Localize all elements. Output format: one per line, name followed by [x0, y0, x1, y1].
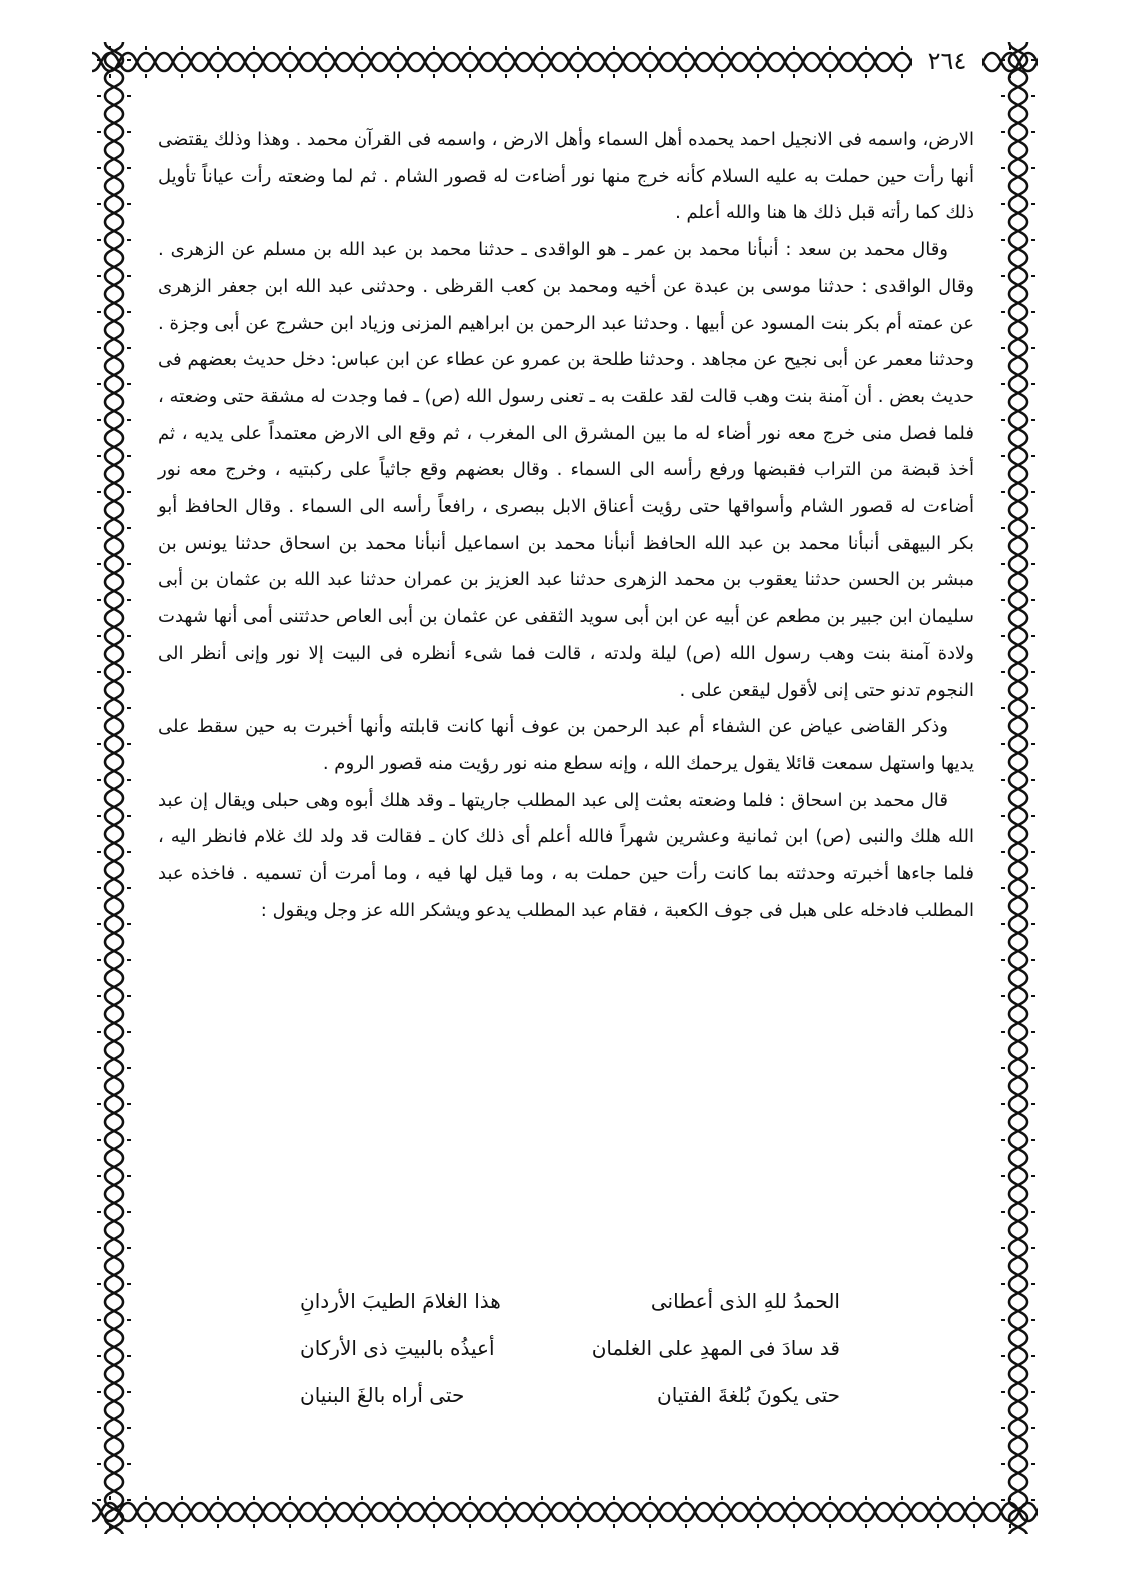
rope-ornament-icon [996, 42, 1040, 1534]
border-left-ornament [92, 42, 136, 1534]
poem-verse [300, 1325, 840, 1372]
verse-first-hemistich: قد سادَ فى المهدِ على الغلمان [591, 1336, 840, 1360]
poem [300, 1278, 840, 1419]
page-number: ٢٦٤ [912, 43, 982, 79]
border-right-ornament [996, 42, 1040, 1534]
rope-ornament-icon [92, 42, 1038, 82]
verse-second-hemistich: هذا الغلامَ الطيبَ الأردانِ [300, 1289, 501, 1313]
border-bottom-ornament [92, 1492, 1038, 1534]
poem-verse [300, 1278, 840, 1325]
verse-second-hemistich: حتى أراه بالغَ البنيان [300, 1383, 465, 1407]
verse-first-hemistich: الحمدُ للهِ الذى أعطانى [650, 1289, 840, 1313]
verse-second-hemistich: أعيذُه بالبيتِ ذى الأركان [300, 1336, 495, 1360]
border-top-ornament [92, 42, 1038, 82]
paragraph: الارض، واسمه فى الانجيل احمد يحمده أهل السماء وأهل الارض ، واسمه فى القرآن محمد . وهذا وذلك يقتضى أنها رأت حين حملت به عليه السلام كأنه خرج منها نور أضاءت له قصور الشام . ثم لما وضعته رأت عياناً تأويل ذلك كما رأته قبل ذلك ها هنا والله أعلم . [158, 129, 974, 224]
verse-first-hemistich: حتى يكونَ بُلغةَ الفتيان [657, 1383, 840, 1407]
body-text [158, 122, 974, 929]
paragraph: قال محمد بن اسحاق : فلما وضعته بعثت إلى عبد المطلب جاريتها ـ وقد هلك أبوه وهى حبلى ويقال إن عبد الله هلك والنبى (ص) ابن ثمانية وعشرين شهراً فالله أعلم أى ذلك كان ـ فقالت قد ولد لك غلام فانظر اليه ، فلما جاءها أخبرته وحدثته بما كانت رأت حين حملت به ، وما قيل لها فيه ، وما أمرت أن تسميه . فاخذه عبد المطلب فادخله على هبل فى جوف الكعبة ، فقام عبد المطلب يدعو ويشكر الله عز وجل ويقول : [158, 789, 974, 921]
paragraph: وقال محمد بن سعد : أنبأنا محمد بن عمر ـ هو الواقدى ـ حدثنا محمد بن عبد الله بن مسلم عن الزهرى . وقال الواقدى : حدثنا موسى بن عبدة عن أخيه ومحمد بن كعب القرظى . وحدثنى عبد الله ابن جعفر الزهرى عن عمته أم بكر بنت المسود عن أبيها . وحدثنا عبد الرحمن بن ابراهيم المزنى وزياد ابن حشرج عن أبى وجزة . وحدثنا معمر عن أبى نجيح عن مجاهد . وحدثنا طلحة بن عمرو عن عطاء عن ابن عباس: دخل حديث بعضهم فى حديث بعض . أن آمنة بنت وهب قالت لقد علقت به ـ تعنى رسول الله (ص) ـ فما وجدت له مشقة حتى وضعته ، فلما فصل منى خرج معه نور أضاء له ما بين المشرق الى المغرب ، ثم وقع الى الارض معتمداً على يديه ، ثم أخذ قبضة من التراب فقبضها ورفع رأسه الى السماء . وقال بعضهم وقع جاثياً على ركبتيه ، وخرج معه نور أضاءت له قصور الشام وأسواقها حتى رؤيت أعناق الابل ببصرى ، رافعاً رأسه الى السماء . وقال الحافظ أبو بكر البيهقى أنبأنا محمد بن عبد الله الحافظ أنبأنا محمد بن اسماعيل أنبأنا محمد بن اسحاق حدثنا يونس بن مبشر بن الحسن حدثنا يعقوب بن محمد الزهرى حدثنا عبد العزيز بن عمران حدثنا عبد الله بن عثمان بن أبى سليمان ابن جبير بن مطعم عن أبيه عن ابن أبى سويد الثقفى عن عثمان بن أبى العاص حدثتنى أمى أنها شهدت ولادة آمنة بنت وهب رسول الله (ص) ليلة ولدته ، قالت فما شىء أنظره فى البيت إلا نور وإنى أنظر الى النجوم تدنو حتى إنى لأقول ليقعن على . [158, 239, 974, 701]
poem-verse [300, 1372, 840, 1419]
paragraph: وذكر القاضى عياض عن الشفاء أم عبد الرحمن بن عوف أنها كانت قابلته وأنها أخبرت به حين سقط على يديها واستهل سمعت قائلا يقول يرحمك الله ، وإنه سطع منه نور رؤيت منه قصور الروم . [158, 716, 974, 774]
rope-ornament-icon [92, 1492, 1038, 1534]
rope-ornament-icon [92, 42, 136, 1534]
